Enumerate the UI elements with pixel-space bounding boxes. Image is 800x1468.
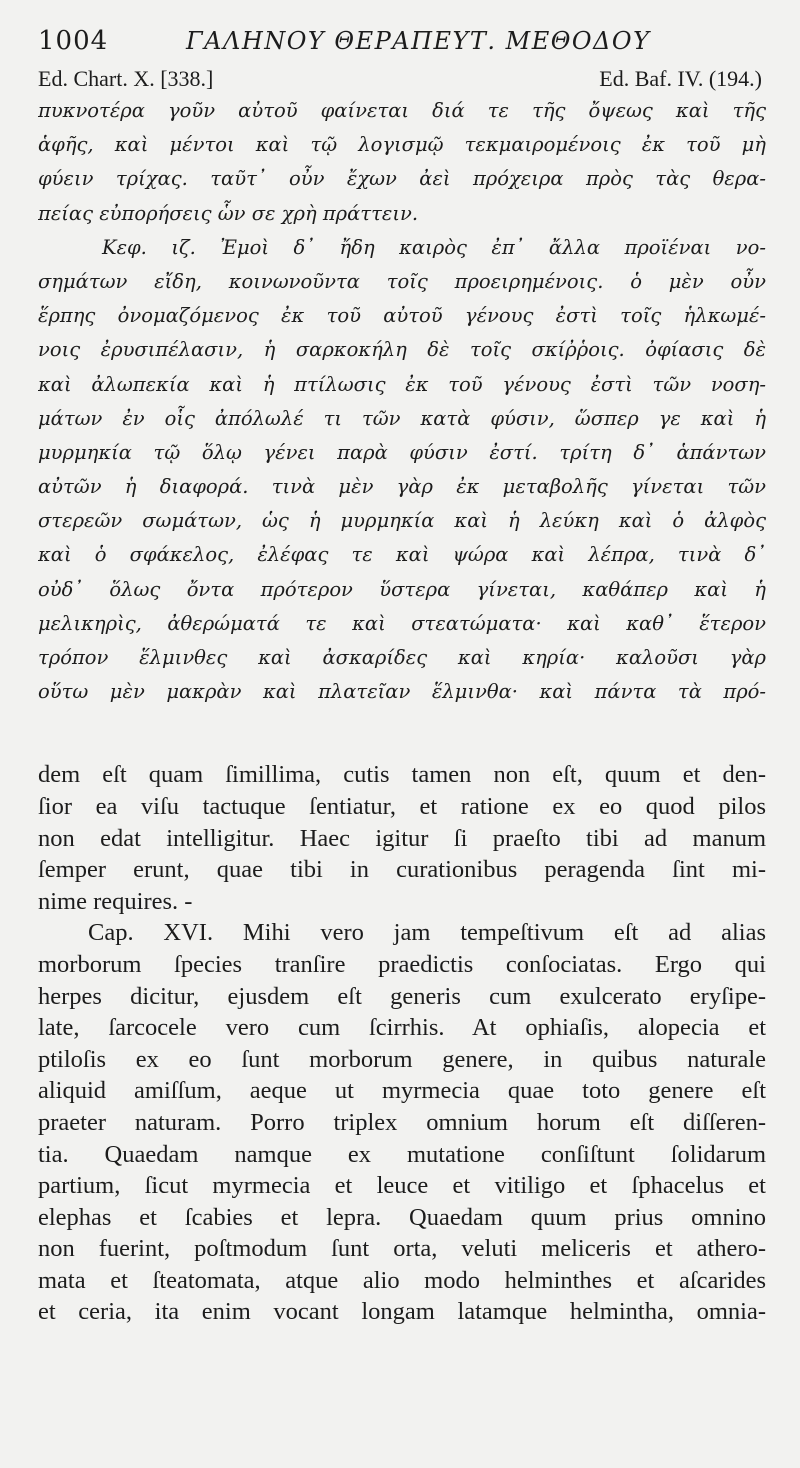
text-line: μελικηρὶς, ἀθερώματά τε καὶ στεατώματα· καὶ καθ᾿ ἕτερον bbox=[38, 611, 766, 635]
greek-text bbox=[38, 94, 766, 709]
text-line: praeter naturam. Porro triplex omnium horum eſt diſſeren- bbox=[38, 1108, 766, 1136]
text-line: ἕρπης ὀνομαζόμενος ἐκ τοῦ αὐτοῦ γένους ἐστὶ τοῖς ἡλκωμέ- bbox=[38, 304, 766, 328]
text-line: αὐτῶν ἡ διαφορά. τινὰ μὲν γὰρ ἐκ μεταβολῆς γίνεται τῶν bbox=[38, 475, 766, 499]
latin-text bbox=[38, 759, 766, 1328]
text-line: late, ſarcocele vero cum ſcirrhis. At ophiaſis, alopecia et bbox=[38, 1014, 766, 1042]
text-line: τρόπον ἕλμινθες καὶ ἀσκαρίδες καὶ κηρία· καλοῦσι γὰρ bbox=[38, 646, 766, 669]
text-line: πυκνοτέρα γοῦν αὐτοῦ φαίνεται διά τε τῆς ὄψεως καὶ τῆς bbox=[38, 99, 766, 122]
text-line: dem eſt quam ſimillima, cutis tamen non eſt, quum et den- bbox=[38, 761, 766, 789]
text-line: non fuerint, poſtmodum ſunt orta, veluti meliceris et athero- bbox=[38, 1235, 766, 1263]
text-line: non edat intelligitur. Haec igitur ſi praeſto tibi ad manum bbox=[38, 824, 766, 852]
text-line: καὶ ἀλωπεκία καὶ ἡ πτίλωσις ἐκ τοῦ γένους ἐστὶ τῶν νοση- bbox=[38, 372, 766, 396]
text-line: νοις ἐρυσιπέλασιν, ἡ σαρκοκήλη δὲ τοῖς σκίῤῥοις. ὀφίασις δὲ bbox=[38, 338, 766, 362]
text-line: καὶ ὁ σφάκελος, ἐλέφας τε καὶ ψώρα καὶ λέπρα, τινὰ δ᾿ bbox=[38, 543, 766, 567]
text-line: στερεῶν σωμάτων, ὡς ἡ μυρμηκία καὶ ἡ λεύκη καὶ ὁ ἀλφὸς bbox=[38, 509, 766, 533]
text-line: μάτων ἐν οἷς ἀπόλωλέ τι τῶν κατὰ φύσιν, ὥσπερ γε καὶ ἡ bbox=[38, 406, 766, 430]
text-line: partium, ſicut myrmecia et leuce et vitiligo et ſphacelus et bbox=[38, 1172, 766, 1200]
text-line: herpes dicitur, ejusdem eſt generis cum exulcerato eryſipe- bbox=[38, 982, 766, 1010]
text-line: ptiloſis ex eo ſunt morborum genere, in quibus naturale bbox=[38, 1045, 766, 1073]
text-line: ἁφῆς, καὶ μέντοι καὶ τῷ λογισμῷ τεκμαιρομένοις ἐκ τοῦ μὴ bbox=[38, 133, 766, 157]
edition-chart: Ed. Chart. X. [338.] bbox=[38, 66, 214, 91]
chapter-start-line: Κεφ. ιζ. Ἐμοὶ δ᾿ ἤδη καιρὸς ἐπ᾿ ἄλλα προϊέναι νο- bbox=[102, 235, 766, 259]
text-line: mata et ſteatomata, atque alio modo helminthes et aſcarides bbox=[38, 1266, 766, 1294]
running-head bbox=[38, 26, 766, 64]
text-line: nime requires. - bbox=[38, 887, 193, 915]
text-line: οὐδ᾿ ὅλως ὄντα πρότερον ὕστερα γίνεται, καθάπερ καὶ ἡ bbox=[38, 577, 766, 601]
text-line: et ceria, ita enim vocant longam latamque helmintha, omnia- bbox=[38, 1298, 766, 1326]
text-line: aliquid amiſſum, aeque ut myrmecia quae toto genere eſt bbox=[38, 1077, 766, 1105]
text-line: ſemper erunt, quae tibi in curationibus peragenda ſint mi- bbox=[38, 856, 766, 884]
page-number: 1004 bbox=[38, 26, 109, 56]
text-line: οὕτω μὲν μακρὰν καὶ πλατεῖαν ἕλμινθα· καὶ πάντα τὰ πρό- bbox=[38, 680, 766, 704]
text-line: πείας εὐπορήσεις ὧν σε χρὴ πράττειν. bbox=[38, 201, 419, 225]
edition-basel: Ed. Baf. IV. (194.) bbox=[599, 66, 762, 91]
text-line: ſior ea viſu tactuque ſentiatur, et ratione ex eo quod pilos bbox=[38, 792, 766, 820]
text-line: μυρμηκία τῷ ὅλῳ γένει παρὰ φύσιν ἐστί. τρίτη δ᾿ ἁπάντων bbox=[38, 440, 766, 464]
running-title: ΓΑΛΗΝΟΥ ΘΕΡΑΠΕΥΤ. ΜΕΘΟΔΟΥ bbox=[186, 27, 651, 55]
chapter-start-line: Cap. XVI. Mihi vero jam tempeſtivum eſt ad alias bbox=[88, 919, 766, 947]
text-line: morborum ſpecies tranſire praedictis conſociatas. Ergo qui bbox=[38, 950, 766, 978]
column-gap bbox=[38, 709, 766, 759]
edition-line bbox=[38, 64, 766, 94]
text-line: σημάτων εἴδη, κοινωνοῦντα τοῖς προειρημένοις. ὁ μὲν οὖν bbox=[38, 269, 766, 293]
text-line: φύειν τρίχας. ταῦτ᾿ οὖν ἔχων ἀεὶ πρόχειρα πρὸς τὰς θερα- bbox=[38, 167, 766, 191]
text-line: elephas et ſcabies et lepra. Quaedam quum prius omnino bbox=[38, 1203, 766, 1231]
text-line: tia. Quaedam namque ex mutatione conſiſtunt ſolidarum bbox=[38, 1140, 766, 1168]
